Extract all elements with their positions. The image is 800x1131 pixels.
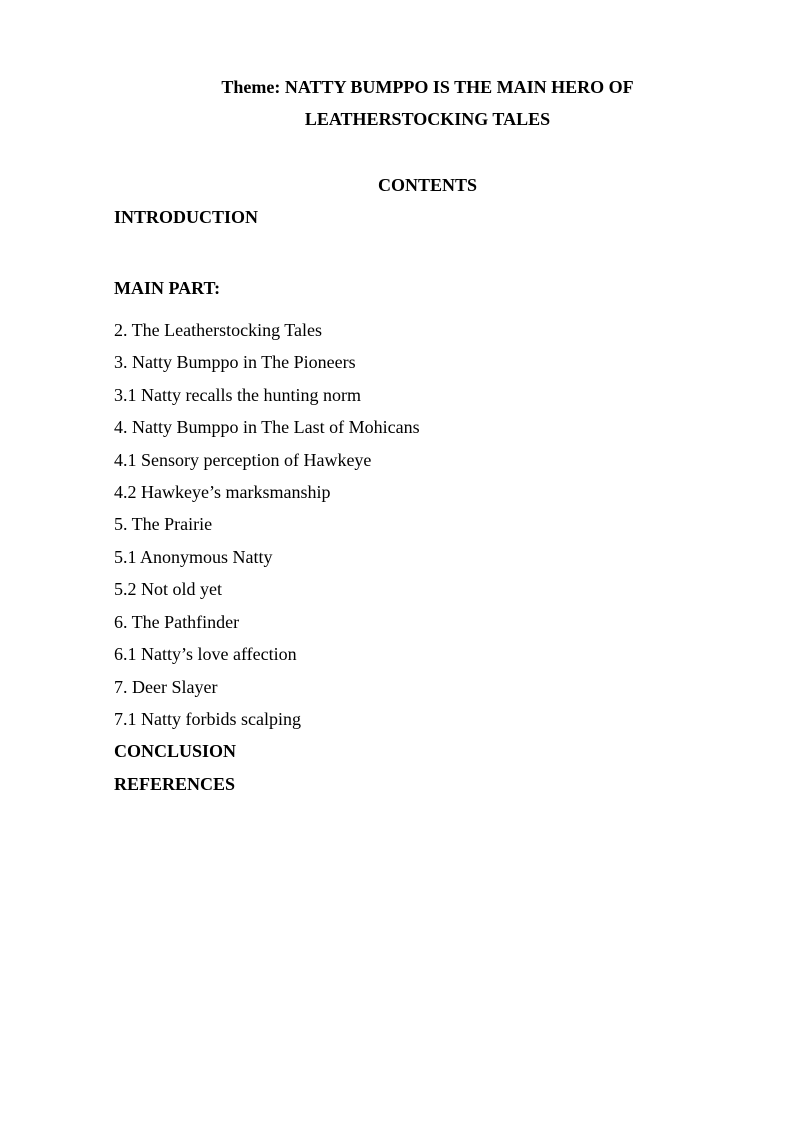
toc-item: 6. The Pathfinder	[114, 612, 240, 632]
toc-item: 4.1 Sensory perception of Hawkeye	[114, 450, 372, 470]
toc-item: 2. The Leatherstocking Tales	[114, 320, 323, 340]
toc-main-part: MAIN PART:	[114, 278, 221, 298]
toc-conclusion: CONCLUSION	[114, 741, 237, 761]
toc-item: 5. The Prairie	[114, 514, 213, 534]
toc-item: 3. Natty Bumppo in The Pioneers	[114, 352, 356, 372]
theme-title-line-2: LEATHERSTOCKING TALES	[304, 109, 551, 129]
toc-item: 3.1 Natty recalls the hunting norm	[114, 385, 361, 405]
toc-item: 5.1 Anonymous Natty	[114, 547, 273, 567]
toc-introduction: INTRODUCTION	[114, 207, 259, 227]
toc-item: 6.1 Natty’s love affection	[114, 644, 297, 664]
toc-item: 7.1 Natty forbids scalping	[114, 709, 301, 729]
toc-item: 4.2 Hawkeye’s marksmanship	[114, 482, 331, 502]
toc-item: 5.2 Not old yet	[114, 579, 222, 599]
toc-item: 7. Deer Slayer	[114, 677, 218, 697]
toc-item: 4. Natty Bumppo in The Last of Mohicans	[114, 417, 420, 437]
theme-title-line-1: Theme: NATTY BUMPPO IS THE MAIN HERO OF	[221, 77, 634, 97]
toc-references: REFERENCES	[114, 774, 236, 794]
contents-heading: CONTENTS	[377, 175, 478, 195]
